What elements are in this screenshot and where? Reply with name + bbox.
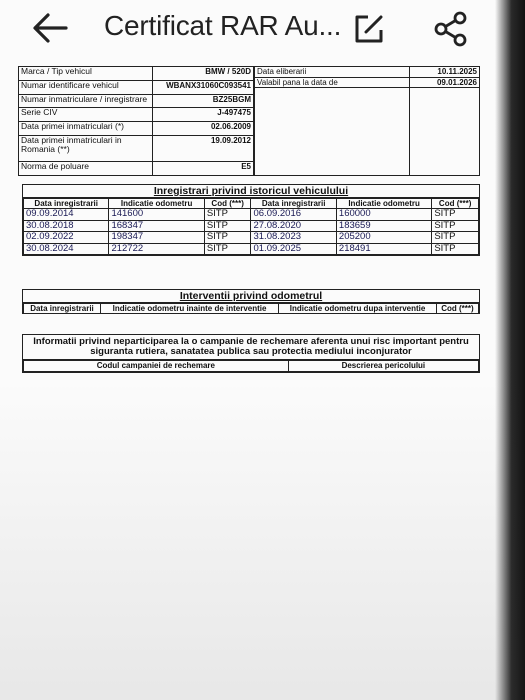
- odometer-cell: 218491: [336, 243, 431, 255]
- edit-icon: [352, 12, 386, 46]
- history-row: [24, 220, 479, 232]
- identity-label: Numar identificare vehicul: [19, 80, 153, 94]
- campaign-table: [23, 360, 479, 372]
- registration-date-cell: 30.08.2024: [24, 243, 109, 255]
- screen-edge: [495, 0, 525, 700]
- identity-label: Serie CIV: [19, 108, 153, 122]
- registration-date-cell: 31.08.2023: [251, 232, 336, 244]
- code-cell: SITP: [204, 209, 251, 221]
- identity-row: [19, 94, 254, 108]
- registration-date-cell: 09.09.2014: [24, 209, 109, 221]
- odometer-cell: 168347: [109, 220, 204, 232]
- history-column-header: Cod (***): [204, 199, 251, 209]
- valid-until-label: Valabil pana la data de: [255, 77, 410, 88]
- shadow-overlay: [0, 380, 525, 700]
- identity-label: Marca / Tip vehicul: [19, 67, 153, 81]
- recall-campaign-section: [22, 334, 480, 373]
- interventions-column-header: Data inregistrarii: [24, 304, 101, 314]
- identity-value: 19.09.2012: [153, 135, 254, 161]
- share-button[interactable]: [432, 10, 470, 48]
- vehicle-identity-table: [18, 66, 254, 176]
- identity-row: [19, 162, 254, 176]
- registration-date-cell: 27.08.2020: [251, 220, 336, 232]
- page-title: Certificat RAR Au...: [104, 10, 342, 41]
- history-column-header: Indicatie odometru: [109, 199, 204, 209]
- odometer-interventions-section: [22, 289, 480, 314]
- valid-row: [255, 77, 480, 88]
- identity-value: BMW / 520D: [153, 67, 254, 81]
- identity-row: [19, 80, 254, 94]
- history-row: [24, 243, 479, 255]
- identity-row: [19, 108, 254, 122]
- registration-date-cell: 02.09.2022: [24, 232, 109, 244]
- code-cell: SITP: [432, 232, 479, 244]
- campaign-column-header: Codul campaniei de rechemare: [24, 361, 289, 372]
- history-table: [23, 198, 479, 255]
- issue-date-label: Data eliberarii: [255, 67, 410, 78]
- identity-value: BZ25BGM: [153, 94, 254, 108]
- identity-label: Data primei inmatriculari in Romania (**): [19, 135, 153, 161]
- interventions-column-header: Cod (***): [436, 304, 478, 314]
- identity-row: [19, 122, 254, 136]
- code-cell: SITP: [204, 243, 251, 255]
- issue-blank-row: [255, 88, 480, 176]
- identity-row: [19, 135, 254, 161]
- interventions-table: [23, 303, 479, 313]
- identity-value: WBANX31060C093541: [153, 80, 254, 94]
- share-icon: [432, 10, 470, 48]
- interventions-header-row: [24, 304, 479, 314]
- code-cell: SITP: [432, 220, 479, 232]
- code-cell: SITP: [432, 243, 479, 255]
- history-column-header: Data inregistrarii: [251, 199, 336, 209]
- issue-row: [255, 67, 480, 78]
- identity-value: 02.06.2009: [153, 122, 254, 136]
- blank-cell: [255, 88, 410, 176]
- identity-row: [19, 67, 254, 81]
- identity-value: J-497475: [153, 108, 254, 122]
- edit-button[interactable]: [352, 12, 386, 46]
- interventions-title: Interventii privind odometrul: [23, 290, 479, 303]
- history-column-header: Data inregistrarii: [24, 199, 109, 209]
- issue-date-value: 10.11.2025: [410, 67, 480, 78]
- odometer-cell: 141600: [109, 209, 204, 221]
- history-title: Inregistrari privind istoricul vehiculului: [23, 185, 479, 198]
- registration-date-cell: 01.09.2025: [251, 243, 336, 255]
- code-cell: SITP: [432, 209, 479, 221]
- history-column-header: Indicatie odometru: [336, 199, 431, 209]
- history-column-header: Cod (***): [432, 199, 479, 209]
- issue-info-table: [254, 66, 480, 176]
- odometer-cell: 212722: [109, 243, 204, 255]
- history-section: [22, 184, 480, 256]
- campaign-header-row: [24, 361, 479, 372]
- odometer-cell: 160000: [336, 209, 431, 221]
- registration-date-cell: 06.09.2016: [251, 209, 336, 221]
- back-button[interactable]: [28, 8, 72, 48]
- interventions-column-header: Indicatie odometru inainte de interventie: [100, 304, 278, 314]
- campaign-column-header: Descrierea pericolului: [288, 361, 478, 372]
- history-row: [24, 232, 479, 244]
- blank-cell: [410, 88, 480, 176]
- interventions-column-header: Indicatie odometru dupa interventie: [279, 304, 437, 314]
- identity-label: Data primei inmatriculari (*): [19, 122, 153, 136]
- registration-date-cell: 30.08.2018: [24, 220, 109, 232]
- vehicle-identity-block: [18, 66, 480, 176]
- app-header: [0, 0, 495, 58]
- campaign-title: Informatii privind neparticiparea la o campanie de rechemare aferenta unui risc important pentru siguranta rutiera, sanatatea publica sau protectia mediului inconjurator: [23, 335, 479, 360]
- history-header-row: [24, 199, 479, 209]
- odometer-cell: 198347: [109, 232, 204, 244]
- identity-label: Norma de poluare: [19, 162, 153, 176]
- odometer-cell: 205200: [336, 232, 431, 244]
- code-cell: SITP: [204, 232, 251, 244]
- identity-label: Numar inmatriculare / inregistrare: [19, 94, 153, 108]
- history-row: [24, 209, 479, 221]
- odometer-cell: 183659: [336, 220, 431, 232]
- valid-until-value: 09.01.2026: [410, 77, 480, 88]
- code-cell: SITP: [204, 220, 251, 232]
- identity-value: E5: [153, 162, 254, 176]
- arrow-left-icon: [28, 8, 72, 48]
